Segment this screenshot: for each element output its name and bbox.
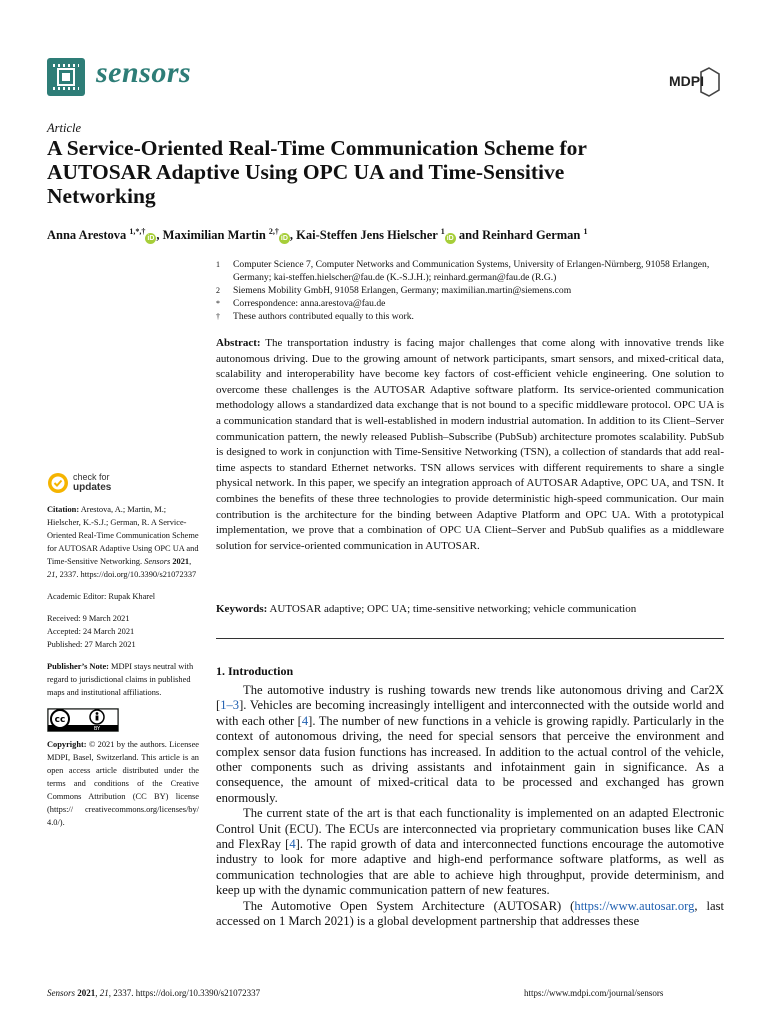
paper-title: A Service-Oriented Real-Time Communication Scheme for AUTOSAR Adaptive Using OPC UA and Time-Sensitive Networking [47,136,587,208]
affiliation-mark: 1 [216,260,220,269]
publisher-note-text: MDPI stays neutral with regard to jurisdictional claims in published maps and institutional affiliations. [47,662,194,697]
citation: Citation: Arestova, A.; Martin, M.; Hielscher, K.-S.J.; German, R. A Service-Oriented Real-Time Communication Scheme for AUTOSAR Adaptive Using OPC UA and Time-Sensitive Networking. Sensors 2021, 21, 2337. https://doi.org/10.3390/s21072337 [47,505,199,579]
keywords-text: AUTOSAR adaptive; OPC UA; time-sensitive networking; vehicle communication [269,603,637,615]
orcid-icon[interactable]: iD [280,235,288,243]
body-text [216,683,724,930]
paragraph-text: ]. The rapid growth of data and interconnected functions encourage the automotive industry to look for more adaptive and high-end performance software platforms, as well as communication technologies that are able to achieve high throughput, provide determinism, and keep up with the dynamic communication pattern of new features. [216,837,724,898]
affiliation-text: Siemens Mobility GmbH, 91058 Erlangen, Germany; maximilian.martin@siemens.com [233,285,572,296]
paragraph-text: The current state of the art is that each functionality is implemented on an adapted Electronic Control Unit (ECU). The ECUs are interconnected via proprietary communication buses like CAN and FlexRay [ [216,806,724,852]
dates [47,612,199,651]
divider [216,638,724,639]
affiliation-item [216,310,726,323]
journal-name: sensors [96,56,192,89]
abstract-label: Abstract: [216,337,261,349]
copyright [47,738,199,829]
mdpi-logo [665,66,721,100]
paragraph [216,683,724,806]
journal-logo-icon [47,58,85,96]
academic-editor: Academic Editor: Rupak Kharel [47,592,156,601]
published-date: Published: 27 March 2021 [47,640,136,649]
author-superscript: 2,† [268,227,279,236]
autosar-link[interactable]: https://www.autosar.org [574,898,695,913]
affiliation-mark: * [216,299,220,308]
author-superscript: 1 [583,227,588,236]
paragraph-text: , last accessed on 1 March 2021) is a global development partnership that addresses these [216,898,724,929]
check-updates-label: check for [73,472,110,482]
footer-year: 2021 [77,988,96,998]
author-separator: , [156,228,163,243]
paragraph-text: ]. The number of new functions in a vehicle is growing rapidly. Particularly in the context of autonomous driving, the need for special sensors that perceive the environment and complex sensor data fusion functions has increased. In addition to the actual control of the vehicle, other components such as driving assistants and infotainment gain in significance. As a consequence, the amount of mixed-critical data to be processed and exchanged has grown enormously. [216,713,724,805]
sidebar [47,503,199,838]
footer-doi[interactable]: , 2337. https://doi.org/10.3390/s21072337 [108,988,261,998]
citation-link[interactable]: 4 [301,713,309,728]
citation-text: Arestova, A.; Martin, M.; Hielscher, K.-S.J.; German, R. A Service-Oriented Real-Time Communication Scheme for AUTOSAR Adaptive Using OPC UA and Time-Sensitive Networking. [47,505,199,566]
orcid-icon[interactable]: iD [147,235,155,243]
cc-by-license-icon[interactable] [47,708,119,732]
footer-citation: Sensors 2021, 21, 2337. https://doi.org/10.3390/s21072337 [47,988,261,998]
author-superscript: 1 [440,227,445,236]
section-heading: 1. Introduction [216,664,294,678]
abstract-text: The transportation industry is facing major challenges that come along with innovative trends like autonomous driving. Due to the growing amount of network participants, smart sensors, and mixed-critical data, scalability and interoperability have become key factors of cost-efficient vehicle engineering. One solution to overcome these challenges is the AUTOSAR Adaptive software platform. Its service-oriented communication methodology allows a standardized data exchange that is not bound to a specific middleware protocol. OPC UA is a communication standard that is well-established in modern industrial automation. In addition to its Client–Server communication pattern, the newly released Publish–Subscribe (PubSub) architecture promotes scalability. PubSub is designed to work in conjunction with Time-Sensitive Networking (TSN), a collection of standards that add real-time aspects to standard Ethernet networks. TSN allows services with different requirements to share a single physical network. In this paper, we specify an integration approach of AUTOSAR Adaptive, OPC UA, and TSN. It combines the benefits of these three technologies to provide deterministic high-speed communication. Our main contribution is the architecture for the binding between Adaptive Platform and OPC UA. With a prototypical implementation, we prove that a combination of OPC UA Client–Server and PubSub qualifies as a middleware solution for service-oriented communication in AUTOSAR. [216,337,724,552]
abstract [216,336,724,554]
footer-journal: Sensors [47,988,76,998]
citation-doi[interactable]: , 2337. https://doi.org/10.3390/s21072337 [55,570,197,579]
citation-link[interactable]: 1–3 [220,698,240,713]
paragraph [216,806,724,898]
citation-link[interactable]: 4 [289,837,296,852]
paragraph [216,899,724,930]
svg-text:cc: cc [54,715,66,725]
affiliation-item [216,258,726,284]
affiliation-mark: † [216,312,220,321]
affiliation-item [216,284,726,297]
paragraph-text: The Automotive Open System Architecture (AUTOSAR) ( [243,898,575,913]
copyright-text: © 2021 by the authors. Licensee MDPI, Basel, Switzerland. This article is an open access article distributed under the terms and conditions of the Creative Commons Attribution (CC BY) license (https:// creativecommons.org/licenses/by/ 4.0/). [47,740,199,827]
keywords-label: Keywords: [216,603,268,615]
citation-year: 2021 [172,557,190,566]
paragraph-text: ]. Vehicles are becoming increasingly intelligent and interconnected with the outside world and with each other [ [216,698,724,728]
author-list [47,227,588,244]
accepted-date: Accepted: 24 March 2021 [47,627,135,636]
author-name[interactable]: Kai-Steffen Jens Hielscher [296,228,438,243]
citation-label: Citation: [47,505,80,514]
publisher-note-label: Publisher’s Note: [47,662,109,671]
publisher-name: MDPI [669,73,704,89]
received-date: Received: 9 March 2021 [47,614,130,623]
author-name[interactable]: Maximilian Martin [162,228,266,243]
author-superscript: 1,*,† [129,227,146,236]
check-for-updates-button[interactable] [47,470,157,498]
affiliations [216,258,726,323]
author-separator: , [289,228,297,243]
affiliation-text: Computer Science 7, Computer Networks and Communication Systems, University of Erlangen-Nürnberg, 91058 Erlangen, Germany; kai-steffen.hielscher@fau.de (K.-S.J.H.); reinhard.german@fau.de (R.G.) [233,259,710,283]
publisher-note [47,660,199,699]
citation-volume: 21 [47,570,56,579]
affiliation-text: These authors contributed equally to this work. [233,311,414,322]
citation-journal: Sensors [144,557,171,566]
affiliation-mark: 2 [216,286,220,295]
copyright-label: Copyright: [47,740,87,749]
keywords [216,603,724,615]
cc-by-label: BY [93,726,101,732]
affiliation-text: Correspondence: anna.arestova@fau.de [233,298,386,309]
orcid-icon[interactable]: iD [446,235,454,243]
check-updates-icon [47,472,69,494]
affiliation-item [216,297,726,310]
article-type: Article [47,121,82,135]
author-name[interactable]: Anna Arestova [47,228,127,243]
author-name[interactable]: Reinhard German [482,228,581,243]
author-separator: and [455,228,483,243]
footer-volume: 21 [99,988,109,998]
paragraph-text: The automotive industry is rushing towards new trends like autonomous driving and Car2X [ [216,683,724,713]
check-updates-label: updates [73,482,112,493]
footer-journal-link[interactable]: https://www.mdpi.com/journal/sensors [524,988,664,998]
